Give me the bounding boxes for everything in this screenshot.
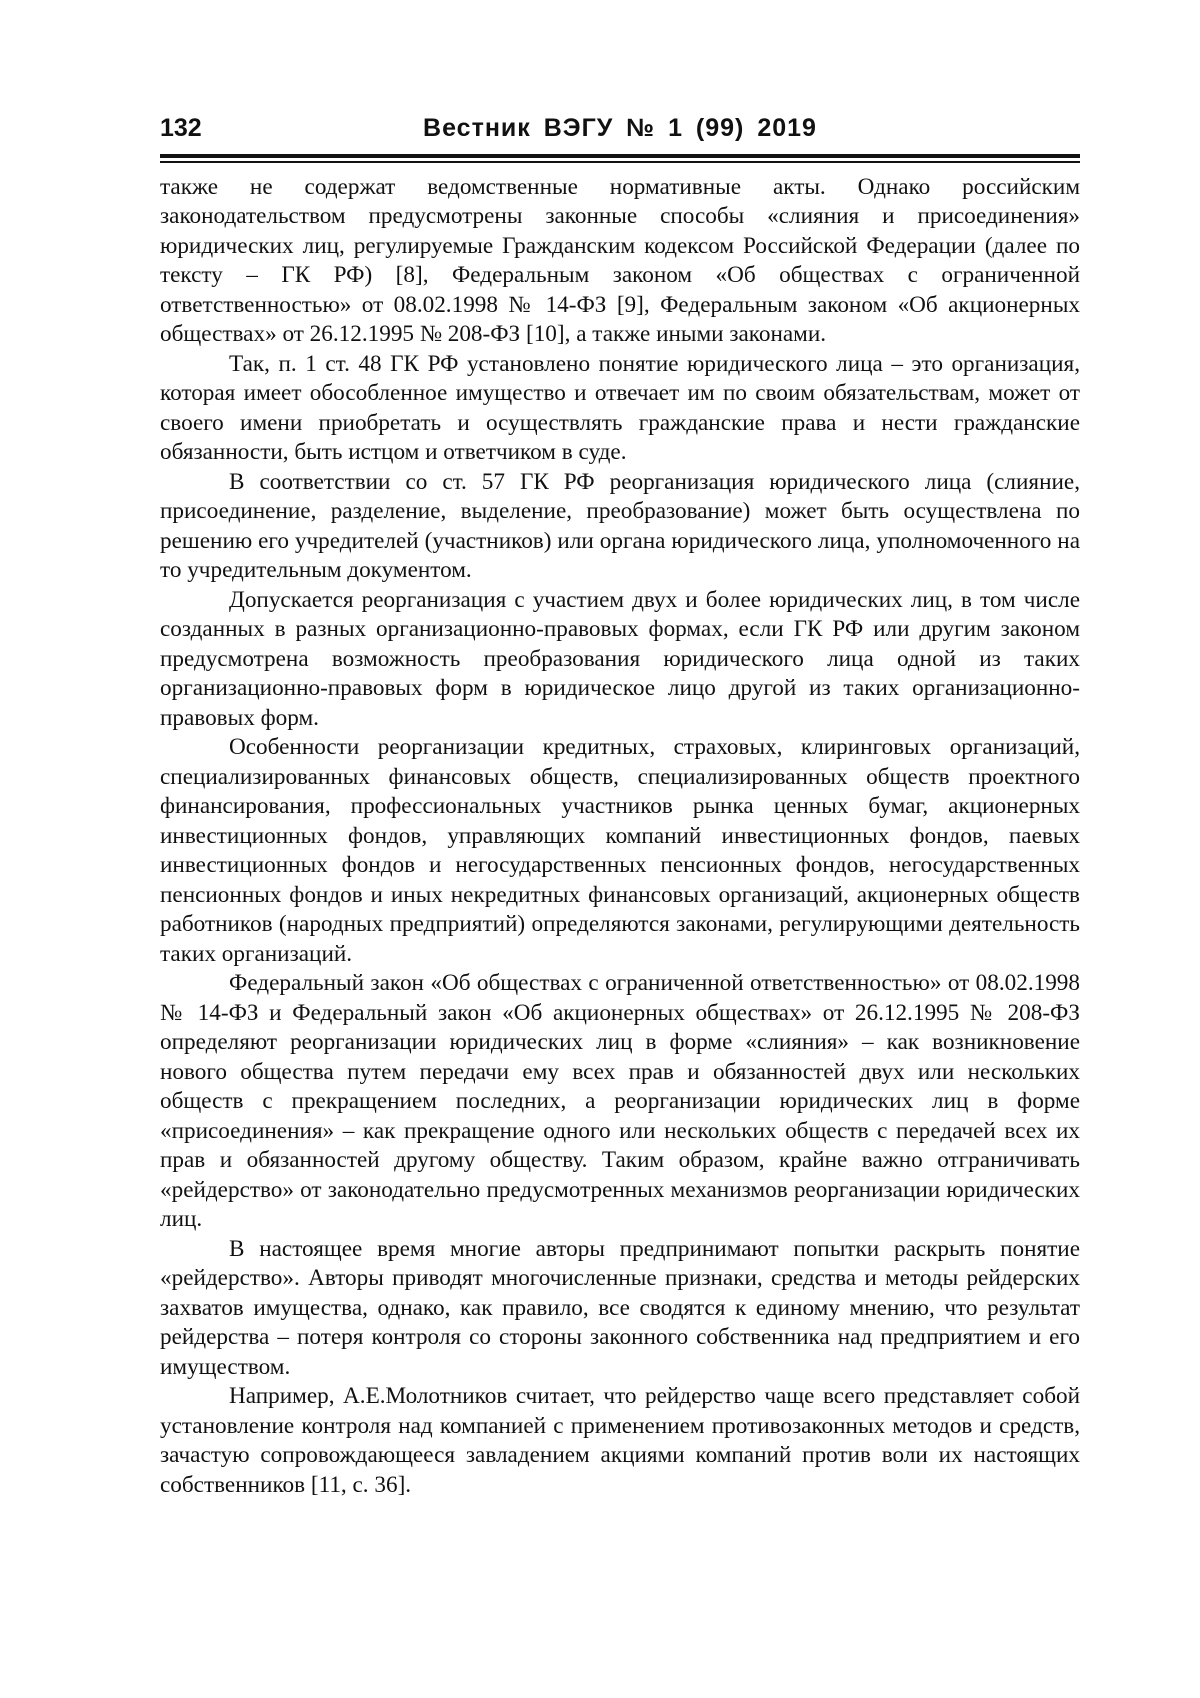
paragraph: Федеральный закон «Об обществах с ограниченной ответственностью» от 08.02.1998 № 14-ФЗ и Федеральный закон «Об акционерных обществах» от 26.12.1995 № 208-ФЗ определяют реорганизации юридических лиц в форме «слияния» – как возникновение нового общества путем передачи ему всех прав и обязанностей двух или нескольких обществ с прекращением последних, а реорганизации юридических лиц в форме «присоединения» – как прекращение одного или нескольких обществ с передачей всех их прав и обязанностей другому обществу. Таким образом, крайне важно отграничивать «рейдерство» от законодательно предусмотренных механизмов реорганизации юридических лиц. bbox=[160, 970, 1080, 1232]
paragraph: В соответствии со ст. 57 ГК РФ реорганизация юридического лица (слияние, присоединение, разделение, выделение, преобразование) может быть осуществлена по решению его учредителей (участников) или органа юридического лица, уполномоченного на то учредительным документом. bbox=[160, 468, 1080, 583]
page-number: 132 bbox=[160, 114, 202, 142]
paragraph-continuation: также не содержат ведомственные нормативные акты. Однако российским законодательством предусмотрены законные способы «слияния и присоединения» юридических лиц, регулируемые Гражданским кодексом Российской Федерации (далее по тексту – ГК РФ) [8], Федеральным законом «Об обществах с ограниченной ответственностью» от 08.02.1998 № 14-ФЗ [9], Федеральным законом «Об акционерных обществах» от 26.12.1995 № 208-ФЗ [10], а также иными законами. bbox=[160, 173, 1080, 347]
paragraph: Так, п. 1 ст. 48 ГК РФ установлено понятие юридического лица – это организация, которая имеет обособленное имущество и отвечает им по своим обязательствам, может от своего имени приобретать и осуществлять гражданские права и нести гражданские обязанности, быть истцом и ответчиком в суде. bbox=[160, 350, 1080, 465]
article-body bbox=[160, 173, 1080, 1501]
paragraph: Допускается реорганизация с участием двух и более юридических лиц, в том числе созданных в разных организационно-правовых формах, если ГК РФ или другим законом предусмотрена возможность преобразования юридического лица одной из таких организационно-правовых форм в юридическое лицо другой из таких организационно-правовых форм. bbox=[160, 586, 1080, 731]
journal-page bbox=[160, 108, 1080, 1500]
paragraph: В настоящее время многие авторы предпринимают попытки раскрыть понятие «рейдерство». Авторы приводят многочисленные признаки, средства и методы рейдерских захватов имущества, однако, как правило, все сводятся к единому мнению, что результат рейдерства – потеря контроля со стороны законного собственника над предприятием и его имуществом. bbox=[160, 1235, 1080, 1380]
header-rule-thin bbox=[160, 161, 1080, 163]
paragraph: Например, А.Е.Молотников считает, что рейдерство чаще всего представляет собой установление контроля над компанией с применением противозаконных методов и средств, зачастую сопровождающееся завладением акциями компаний против воли их настоящих собственников [11, с. 36]. bbox=[160, 1383, 1080, 1498]
header-rule-thick bbox=[160, 154, 1080, 158]
journal-title: Вестник ВЭГУ № 1 (99) 2019 bbox=[423, 114, 817, 142]
paragraph: Особенности реорганизации кредитных, страховых, клиринговых организаций, специализированных финансовых обществ, специализированных обществ проектного финансирования, профессиональных участников рынка ценных бумаг, акционерных инвестиционных фондов, управляющих компаний инвестиционных фондов, паевых инвестиционных фондов и негосударственных пенсионных фондов, негосударственных пенсионных фондов и иных некредитных финансовых организаций, акционерных обществ работников (народных предприятий) определяются законами, регулирующими деятельность таких организаций. bbox=[160, 734, 1080, 967]
running-header bbox=[160, 108, 1080, 148]
